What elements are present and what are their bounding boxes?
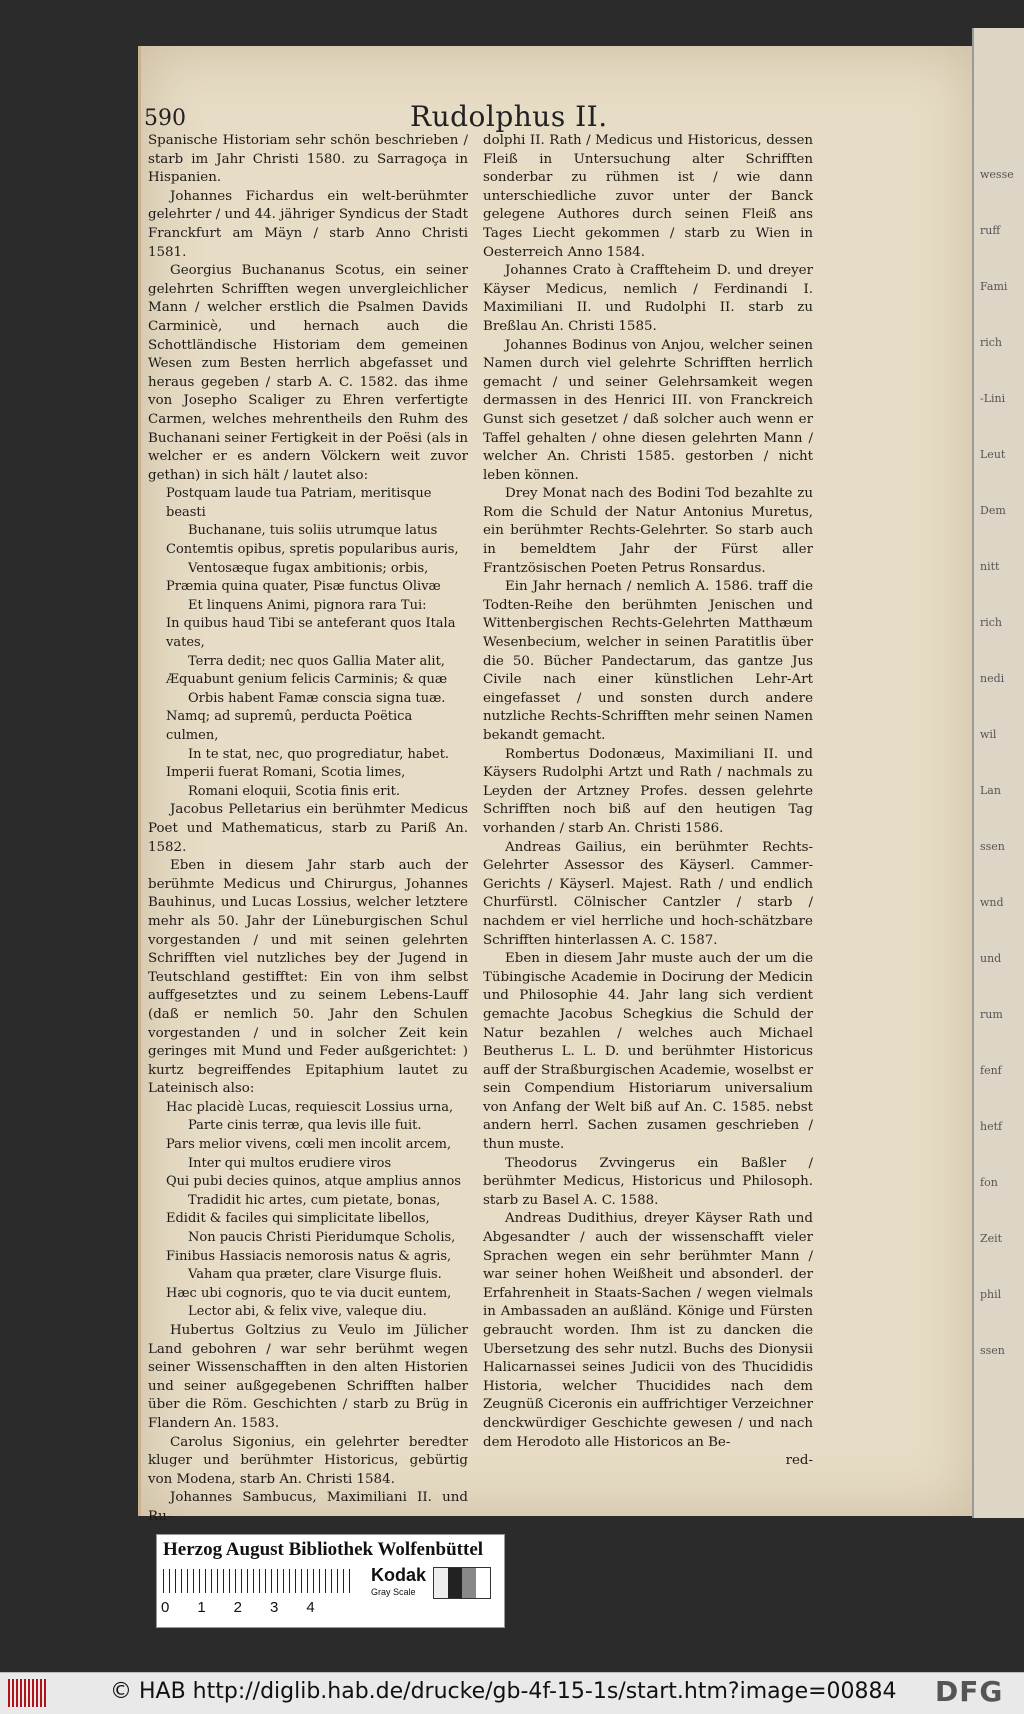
margin-fragment: wnd (980, 896, 1004, 909)
verse-line: Orbis habent Famæ conscia signa tuæ. (188, 690, 446, 706)
paragraph: Jacobus Pelletarius ein berühmter Medicus Poet und Mathematicus, starb zu Pariß An. 1582. (148, 802, 468, 855)
margin-fragment: ssen (980, 1344, 1005, 1357)
paragraph: Spanische Historiam sehr schön beschrieben / starb im Jahr Christi 1580. zu Sarragoça in Hispanien. (148, 133, 468, 186)
paragraph: Andreas Dudithius, dreyer Käyser Rath und Abgesandter / auch der wissenschafft vieler Sprachen wegen ein sehr berühmter Mann / war seiner hohen Weißheit und absonderl. der Erfahrenheit in Staats-Sachen / wegen vielmals in Ambassaden an außländ. Könige und Fürsten gebraucht worden. Ihm ist zu dancken die Ubersetzung des sehr nutzl. Buchs des Dionysii Halicarnassei seines Judicii von des Thucididis Historia, welcher Thucidides nach dem Zeugnüß Ciceronis ein auffrichtiger Verzeichner denckwürdiger Geschichte gewesen / und nach dem Herodoto alle Historicos an Be- (483, 1211, 813, 1450)
margin-fragment: hetf (980, 1120, 1003, 1133)
margin-fragment: und (980, 952, 1002, 965)
paragraph: Carolus Sigonius, ein gelehrter beredter kluger und berühmter Historicus, gebürtig von Modena, starb An. Christi 1584. (148, 1434, 468, 1487)
verse-line: Lector abi, & felix vive, valeque diu. (188, 1304, 427, 1320)
paragraph: Johannes Fichardus ein welt-berühmter gelehrter / und 44. jähriger Syndicus der Stadt Franckfurt am Mäyn / starb Anno Christi 1581. (148, 188, 468, 260)
kodak-logo: Kodak (371, 1565, 427, 1585)
gray-swatch (433, 1567, 491, 1599)
paragraph: Andreas Gailius, ein berühmter Rechts-Gelehrter Assessor des Käyserl. Cammer-Gerichts / Käyserl. Majest. Rath / und endlich Churfürstl. Cölnischer Cantzler / starb / nachdem er viel herrliche und hoch-schätzbare Schrifften hinterlassen A. C. 1587. (483, 839, 813, 948)
verse-line: Hæc ubi cognoris, quo te via ducit euntem, (166, 1285, 452, 1301)
gray-scale-label: Gray Scale (371, 1587, 416, 1597)
verse-line: Ventosæque fugax ambitionis; orbis, (188, 560, 429, 576)
margin-fragment: fon (980, 1176, 998, 1189)
margin-fragment: Zeit (980, 1232, 1003, 1245)
hab-logo-icon (8, 1679, 48, 1707)
margin-fragment: rich (980, 336, 1003, 349)
dfg-logo: DFG (935, 1675, 1004, 1708)
margin-fragment: wil (980, 728, 997, 741)
margin-fragment: nitt (980, 560, 1000, 573)
left-column (148, 132, 468, 1527)
margin-fragment: Leut (980, 448, 1006, 461)
library-color-card (156, 1534, 505, 1628)
paragraph: Rombertus Dodonæus, Maximiliani II. und Käysers Rudolphi Artzt und Rath / nachmals zu Leyden der Artzney Profes. dessen gelehrte Schrifften noch biß auf den heutigen Tag vorhanden / starb An. Christi 1586. (483, 746, 813, 836)
ruler-numbers: 01234 (161, 1599, 343, 1616)
paragraph: Georgius Buchananus Scotus, ein seiner gelehrten Schrifften wegen unvergleichlicher Mann / welcher erstlich die Psalmen Davids Carminicè, und hernach auch die Schottländische Historiam dem gemeinen Wesen zum Besten herrlich abgefasset und heraus gegeben / starb A. C. 1582. das ihme von Josepho Scaliger zu Ehren verfertigte Carmen, welches mehrentheils den Ruhm des Buchanani seiner Fertigkeit in der Poësi (als in welcher er es andern Völckern weit zuvor gethan) in sich hält / lautet also: (148, 263, 468, 483)
margin-fragment: rum (980, 1008, 1003, 1021)
paragraph: Drey Monat nach des Bodini Tod bezahlte zu Rom die Schuld der Natur Antonius Muretus, ein berühmter Rechts-Gelehrter. So starb auch in bemeldtem Jahr der Fürst aller Frantzösischen Poeten Petrus Ronsardus. (483, 486, 813, 576)
verse-line: Non paucis Christi Pieridumque Scholis, (188, 1230, 456, 1246)
verse-line: Terra dedit; nec quos Gallia Mater alit, (188, 653, 445, 669)
paragraph: Johannes Bodinus von Anjou, welcher seinen Namen durch viel gelehrte Schrifften herrlich gemacht / und seiner Gelehrsamkeit wegen dermassen in des Henrici III. von Franckreich Gunst sich gesetzet / daß solcher auch wenn er Taffel gehalten / ohne diesen gelehrten Mann / welcher An. Christi 1585. gestorben / nicht leben können. (483, 337, 813, 483)
library-name: Herzog August Bibliothek Wolfenbüttel (163, 1539, 484, 1560)
paragraph: Ein Jahr hernach / nemlich A. 1586. traff die Todten-Reihe den berühmten Jenischen und Wittenbergischen Rechts-Gelehrten Matthæum Wesenbecium, welcher in seinen Paratitlis über die 50. Bücher Pandectarum, das gantze Jus Civile nach einer künstlichen Lehr-Art eingefasset / und sonsten durch andere nutzliche Rechts-Schrifften mehr seinen Namen bekandt gemacht. (483, 579, 813, 743)
margin-fragment: Dem (980, 504, 1006, 517)
margin-fragment: ssen (980, 840, 1005, 853)
verse-line: Æquabunt genium felicis Carminis; & quæ (166, 672, 448, 688)
verse-line: Inter qui multos erudiere viros (188, 1155, 392, 1171)
margin-fragment: phil (980, 1288, 1002, 1301)
verse-line: Contemtis opibus, spretis popularibus auris, (166, 542, 459, 558)
verse-line: Postquam laude tua Patriam, meritisque beasti (166, 486, 432, 520)
footer-bar (0, 1672, 1024, 1714)
margin-fragment: wesse (980, 168, 1014, 181)
next-page-edge (972, 28, 1024, 1518)
margin-fragment: nedi (980, 672, 1005, 685)
margin-fragment: -Lini (980, 392, 1006, 405)
running-head: Rudolphus II. (410, 100, 608, 133)
right-column (483, 132, 813, 1471)
verse-line: Præmia quina quater, Pisæ functus Olivæ (166, 579, 441, 595)
margin-fragment: Fami (980, 280, 1008, 293)
margin-fragment: ruff (980, 224, 1001, 237)
verse-line: Qui pubi decies quinos, atque amplius annos (166, 1174, 461, 1190)
verse-line: Edidit & faciles qui simplicitate libellos, (166, 1211, 430, 1227)
paragraph: Theodorus Zvvingerus ein Baßler / berühmter Medicus, Historicus und Philosoph. starb zu Basel A. C. 1588. (483, 1155, 813, 1208)
margin-fragment: fenf (980, 1064, 1002, 1077)
verse-line: Imperii fuerat Romani, Scotia limes, (166, 765, 406, 781)
verse-line: Et linquens Animi, pignora rara Tui: (188, 597, 427, 613)
verse-line: Pars melior vivens, cœli men incolit arcem, (166, 1137, 452, 1153)
paragraph: Eben in diesem Jahr starb auch der berühmte Medicus und Chirurgus, Johannes Bauhinus, und Lucas Lossius, welcher letztere mehr als 50. Jahr der Lüneburgischen Schul vorgestanden / und mit seinen gelehrten Schrifften viel nutzliches bey der Jugend in Teutschland gestifftet: Ein von ihm selbst auffgesetztes und zu seinem Lebens-Lauff (daß er nemlich 50. Jahr den Schulen vorgestanden / und in solcher Zeit kein geringes mit Mund und Feder außgerichtet: ) kurtz begreiffendes Epitaphium lautet zu Lateinisch also: (148, 858, 468, 1097)
scale-ruler (163, 1569, 353, 1593)
verse-line: In te stat, nec, quo progrediatur, habet. (188, 746, 450, 762)
verse-line: Namq; ad supremû, perducta Poëtica culmen, (166, 709, 413, 743)
paragraph: Hubertus Goltzius zu Veulo im Jülicher Land gebohren / war sehr berühmt wegen seiner Wissenschafften in den alten Historien und seiner außgegebenen Schrifften halber über die Röm. Geschichten / starb zu Brüg in Flandern An. 1583. (148, 1323, 468, 1431)
page-number: 590 (144, 106, 186, 131)
catchword: red- (785, 1453, 813, 1469)
paragraph: dolphi II. Rath / Medicus und Historicus, dessen Fleiß in Untersuchung alter Schrifften sonderbar zu rühmen ist / wie dann unterschiedliche zuvor unter der Banck gelegene Authores durch seinen Fleiß ans Tages Liecht gekommen / starb zu Wien in Oesterreich Anno 1584. (483, 133, 813, 260)
margin-fragment: rich (980, 616, 1003, 629)
paragraph: Johannes Crato à Craffteheim D. und dreyer Käyser Medicus, nemlich / Ferdinandi I. Maximiliani II. und Rudolphi II. starb zu Breßlau An. Christi 1585. (483, 263, 813, 334)
verse-line: Hac placidè Lucas, requiescit Lossius urna, (166, 1099, 454, 1115)
verse-line: Parte cinis terræ, qua levis ille fuit. (188, 1118, 422, 1134)
paragraph: Eben in diesem Jahr muste auch der um die Tübingische Academie in Docirung der Medicin und Philosophie 44. Jahr lang sich verdient gemachte Jacobus Schegkius die Schuld der Natur bezahlen / welches auch Michael Beutherus L. L. D. und berühmter Historicus auff der Straßburgischen Academie, woselbst er sein Compendium Historiarum universalium von Anfang der Welt biß auf An. C. 1585. nebst andern herrl. Sachen zusamen geschrieben / thun muste. (483, 951, 813, 1153)
verse-line: Finibus Hassiacis nemorosis natus & agris, (166, 1248, 452, 1264)
verse-line: Buchanane, tuis soliis utrumque latus (188, 523, 438, 539)
footer-credit-link[interactable]: © HAB http://diglib.hab.de/drucke/gb-4f-15-1s/start.htm?image=00884 (110, 1679, 897, 1704)
verse-line: Tradidit hic artes, cum pietate, bonas, (188, 1192, 441, 1208)
margin-fragment: Lan (980, 784, 1001, 797)
verse-line: Romani eloquii, Scotia finis erit. (188, 783, 401, 799)
verse-line: In quibus haud Tibi se anteferant quos Itala vates, (166, 616, 456, 651)
paragraph: Johannes Sambucus, Maximiliani II. und Ru- (148, 1490, 468, 1524)
verse-line: Vaham qua præter, clare Visurge fluis. (188, 1267, 442, 1283)
